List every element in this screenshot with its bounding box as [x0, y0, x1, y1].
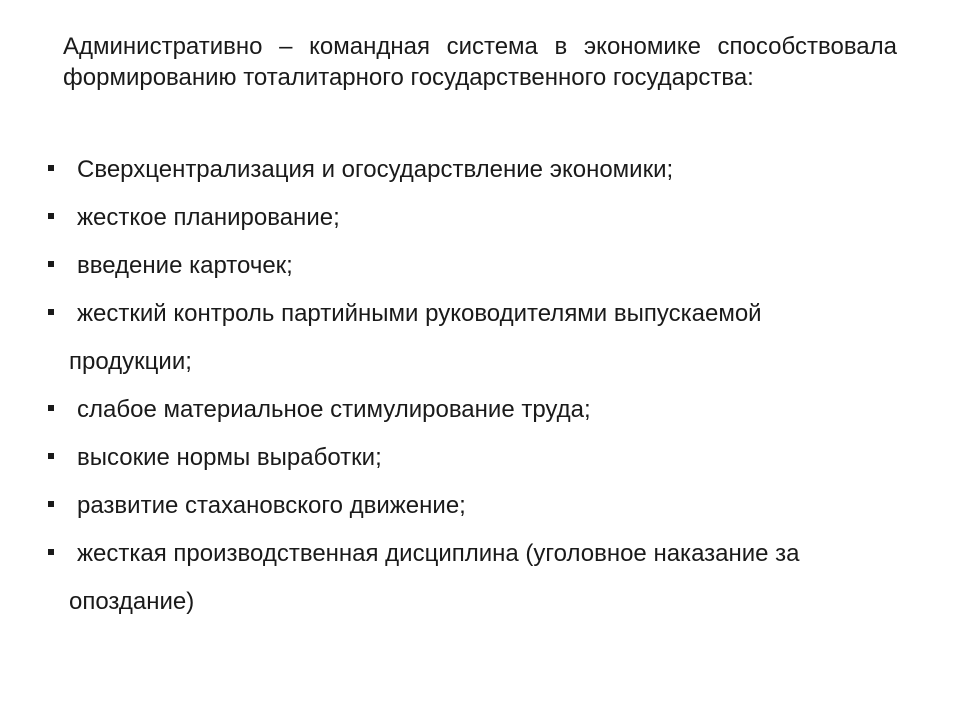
list-item	[44, 242, 924, 290]
list-item-text: развитие стахановского движение;	[77, 492, 466, 519]
list-item-text: высокие нормы выработки;	[77, 444, 382, 471]
square-bullet-icon	[48, 213, 54, 219]
list-item-text: слабое материальное стимулирование труда;	[77, 396, 591, 423]
list-item-text: жесткая производственная дисциплина (уголовное наказание за	[77, 540, 800, 567]
bullet-list	[44, 146, 924, 626]
list-item-continuation: продукции;	[69, 348, 192, 375]
list-item	[44, 146, 924, 194]
list-item-text: Сверхцентрализация и огосударствление экономики;	[77, 156, 674, 183]
square-bullet-icon	[48, 501, 54, 507]
square-bullet-icon	[48, 405, 54, 411]
list-item-text: жесткое планирование;	[77, 204, 340, 231]
square-bullet-icon	[48, 261, 54, 267]
list-item-text: жесткий контроль партийными руководителями выпускаемой	[77, 300, 762, 327]
list-item	[44, 530, 924, 626]
square-bullet-icon	[48, 549, 54, 555]
list-item	[44, 290, 924, 386]
list-item	[44, 482, 924, 530]
list-item	[44, 194, 924, 242]
intro-paragraph: Административно – командная система в экономике способствовала формированию тоталитарного государственного государства:	[63, 33, 897, 91]
list-item	[44, 434, 924, 482]
list-item-text: введение карточек;	[77, 252, 293, 279]
square-bullet-icon	[48, 453, 54, 459]
list-item	[44, 386, 924, 434]
list-item-continuation: опоздание)	[69, 588, 195, 615]
square-bullet-icon	[48, 165, 54, 171]
square-bullet-icon	[48, 309, 54, 315]
